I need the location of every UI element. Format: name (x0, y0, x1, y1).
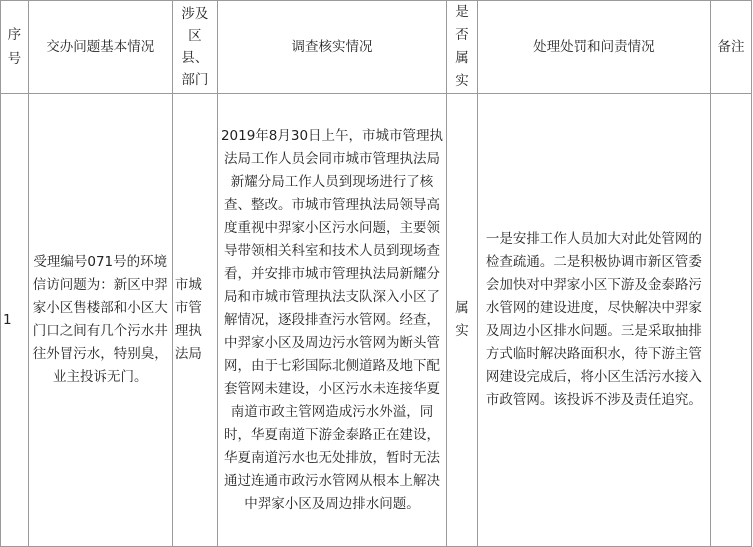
table-header-row (1, 1, 752, 94)
cell-verified: 属实 (447, 94, 478, 547)
header-seq: 序号 (1, 1, 29, 94)
header-investigation: 调查核实情况 (217, 1, 446, 94)
cell-seq: 1 (1, 94, 29, 547)
cell-investigation: 2019年8月30日上午，市城市管理执法局工作人员会同市城市管理执法局新耀分局工作人员到现场进行了核查、整改。市城市管理执法局领导高度重视中羿家小区污水问题，主要领导带领相关科室和技术人员到现场查看，并安排市城市管理执法局新耀分局和市城市管理执法支队深入小区了解情况，逐段排查污水管网。经查，中羿家小区及周边污水管网为断头管网，由于七彩国际北侧道路及地下配套管网未建设，小区污水未连接华夏南道市政主管网造成污水外溢，同时，华夏南道下游金泰路正在建设，华夏南道污水也无处排放，暂时无法通过连通市政污水管网从根本上解决中羿家小区及周边排水问题。 (217, 94, 446, 547)
cell-action: 一是安排工作人员加大对此处管网的检查疏通。二是积极协调市新区管委会加快对中羿家小区下游及金泰路污水管网的建设进度，尽快解决中羿家及周边小区排水问题。三是采取抽排方式临时解决路面积水，待下游主管网建设完成后，将小区生活污水接入市政管网。该投诉不涉及责任追究。 (477, 94, 710, 547)
header-note: 备注 (711, 1, 752, 94)
cell-department: 市城市管理执法局 (172, 94, 217, 547)
cell-note (711, 94, 752, 547)
cell-basic-info: 受理编号071号的环境信访问题为：新区中羿家小区售楼部和小区大门口之间有几个污水井往外冒污水，特别臭，业主投诉无门。 (28, 94, 172, 547)
header-verified: 是否属实 (447, 1, 478, 94)
header-department: 涉及区县、部门 (172, 1, 217, 94)
header-action: 处理处罚和问责情况 (477, 1, 710, 94)
next-row-edge (0, 527, 753, 533)
table-row (1, 94, 752, 547)
header-basic-info: 交办问题基本情况 (28, 1, 172, 94)
